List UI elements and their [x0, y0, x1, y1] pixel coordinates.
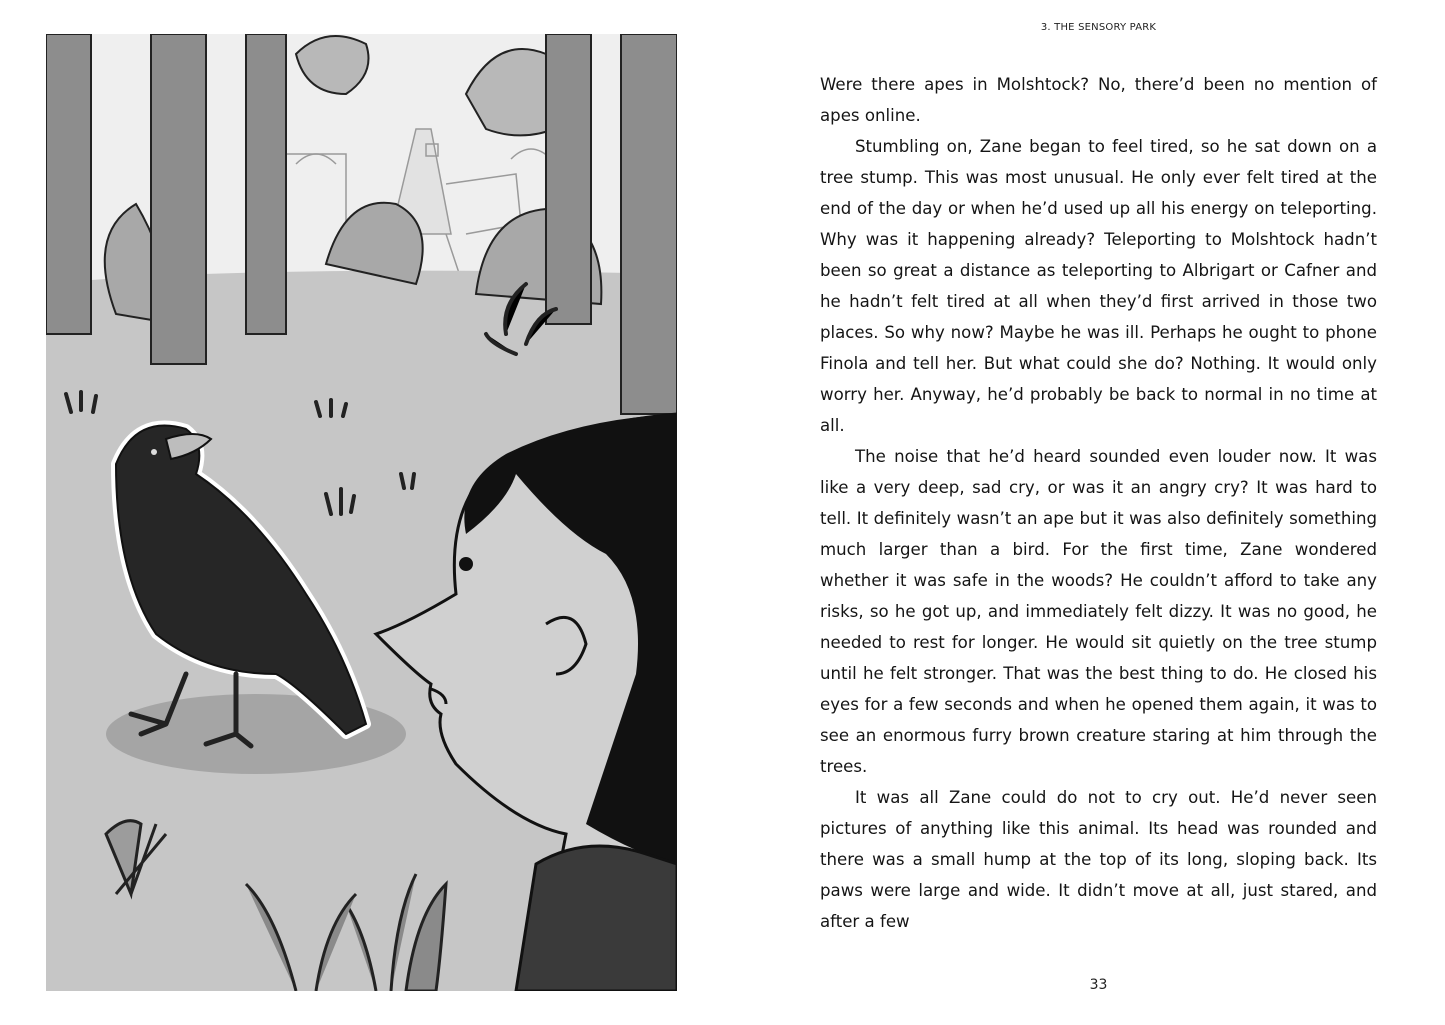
page-number: 33 — [1089, 977, 1108, 993]
running-head: 3. THE SENSORY PARK — [1040, 22, 1157, 33]
paragraph: Stumbling on, Zane began to feel tired, so he sat down on a tree stump. This was most unusual. He only ever felt tired at the end of the day or when he’d used up all his energy on teleporting. Why was it happening already? Teleporting to Molshtock hadn’t been so great a distance as teleporting to Albrigart or Cafner and he hadn’t felt tired at all when they’d first arrived in those two places. So why now? Maybe he was ill. Perhaps he ought to phone Finola and tell her. But what could she do? Nothing. It would only worry her. Anyway, he’d probably be back to normal in no time at all. — [820, 137, 1377, 435]
paragraph: The noise that he’d heard sounded even louder now. It was like a very deep, sad cry, or was it an angry cry? It was hard to tell. It definitely wasn’t an ape but it was also definitely something much larger than a bird. For the first time, Zane wondered whether it was safe in the woods? He couldn’t afford to take any risks, so he got up, and immediately felt dizzy. It was no good, he needed to rest for longer. He would sit quietly on the tree stump until he felt stronger. That was the best thing to do. He closed his eyes for a few seconds and when he opened them again, it was to see an enormous furry brown creature staring at him through the trees. — [820, 447, 1377, 776]
paragraph: Were there apes in Molshtock? No, there’d been no mention of apes online. — [820, 75, 1377, 125]
page-body-text — [820, 69, 1377, 937]
paragraph: It was all Zane could do not to cry out. He’d never seen pictures of anything like this animal. Its head was rounded and there was a small hump at the top of its long, sloping back. Its paws were large and wide. It didn’t move at all, just stared, and after a few — [820, 788, 1377, 931]
forest-illustration — [46, 34, 677, 991]
